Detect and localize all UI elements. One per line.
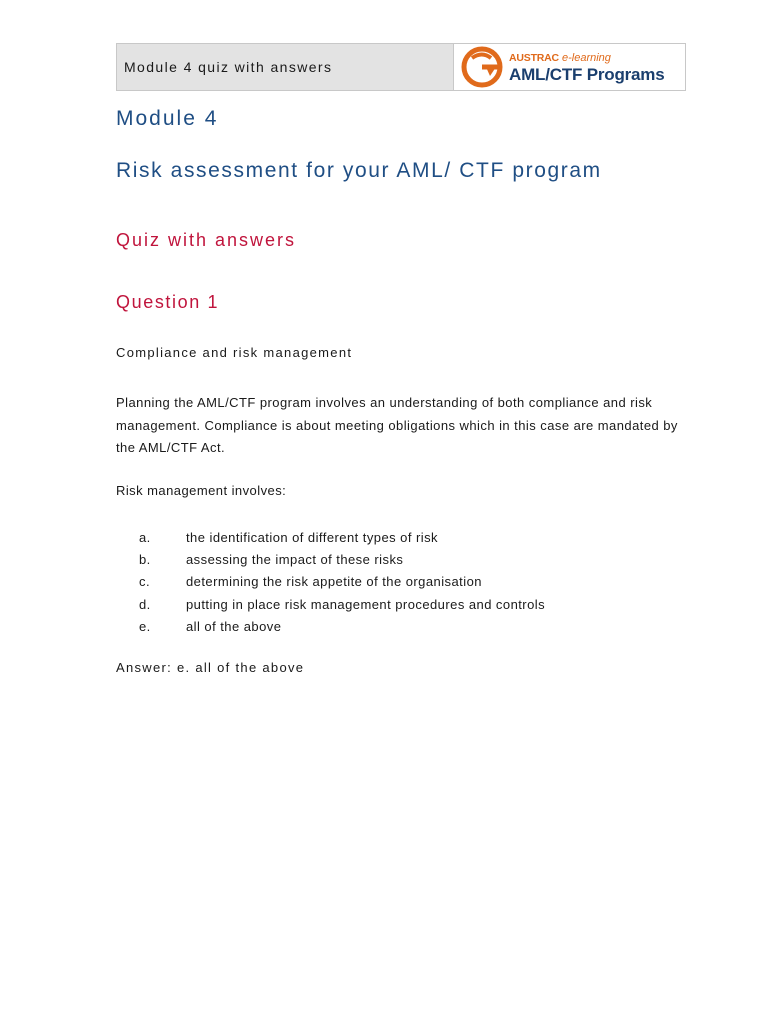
option-letter: c. — [139, 574, 151, 590]
logo-product: AML/CTF Programs — [509, 65, 665, 84]
module-title: Module 4 — [116, 107, 219, 130]
option-text: determining the risk appetite of the organisation — [186, 574, 482, 590]
quiz-heading: Quiz with answers — [116, 230, 297, 250]
question-lead: Risk management involves: — [116, 483, 287, 498]
list-item — [116, 615, 545, 637]
logo-wordmark — [509, 51, 664, 83]
answer-text: Answer: e. all of the above — [116, 660, 305, 675]
austrac-swirl-logo-icon — [460, 46, 506, 88]
document-header — [116, 43, 686, 91]
option-text: putting in place risk management procedures and controls — [186, 596, 546, 612]
option-text: all of the above — [186, 618, 282, 634]
logo-subbrand: e-learning — [562, 52, 611, 64]
list-item — [116, 548, 545, 570]
option-letter: b. — [139, 551, 151, 567]
option-letter: e. — [139, 618, 151, 634]
austrac-logo — [454, 44, 685, 90]
option-text: the identification of different types of risk — [186, 529, 438, 545]
question-heading: Question 1 — [116, 292, 220, 312]
question-topic: Compliance and risk management — [116, 345, 353, 360]
answer-options-list — [116, 526, 545, 637]
option-letter: d. — [139, 596, 151, 612]
header-title: Module 4 quiz with answers — [124, 59, 333, 75]
option-letter: a. — [139, 529, 151, 545]
question-intro: Planning the AML/CTF program involves an understanding of both compliance and risk management. Compliance is about meeting obligations which in this case are mandated by the AML/CTF Act. — [116, 395, 678, 455]
option-text: assessing the impact of these risks — [186, 551, 404, 567]
list-item — [116, 571, 545, 593]
list-item — [116, 593, 545, 615]
header-title-cell — [117, 44, 454, 90]
logo-brand: AUSTRAC — [509, 52, 559, 64]
list-item — [116, 526, 545, 548]
page-title: Risk assessment for your AML/ CTF program — [116, 159, 602, 182]
